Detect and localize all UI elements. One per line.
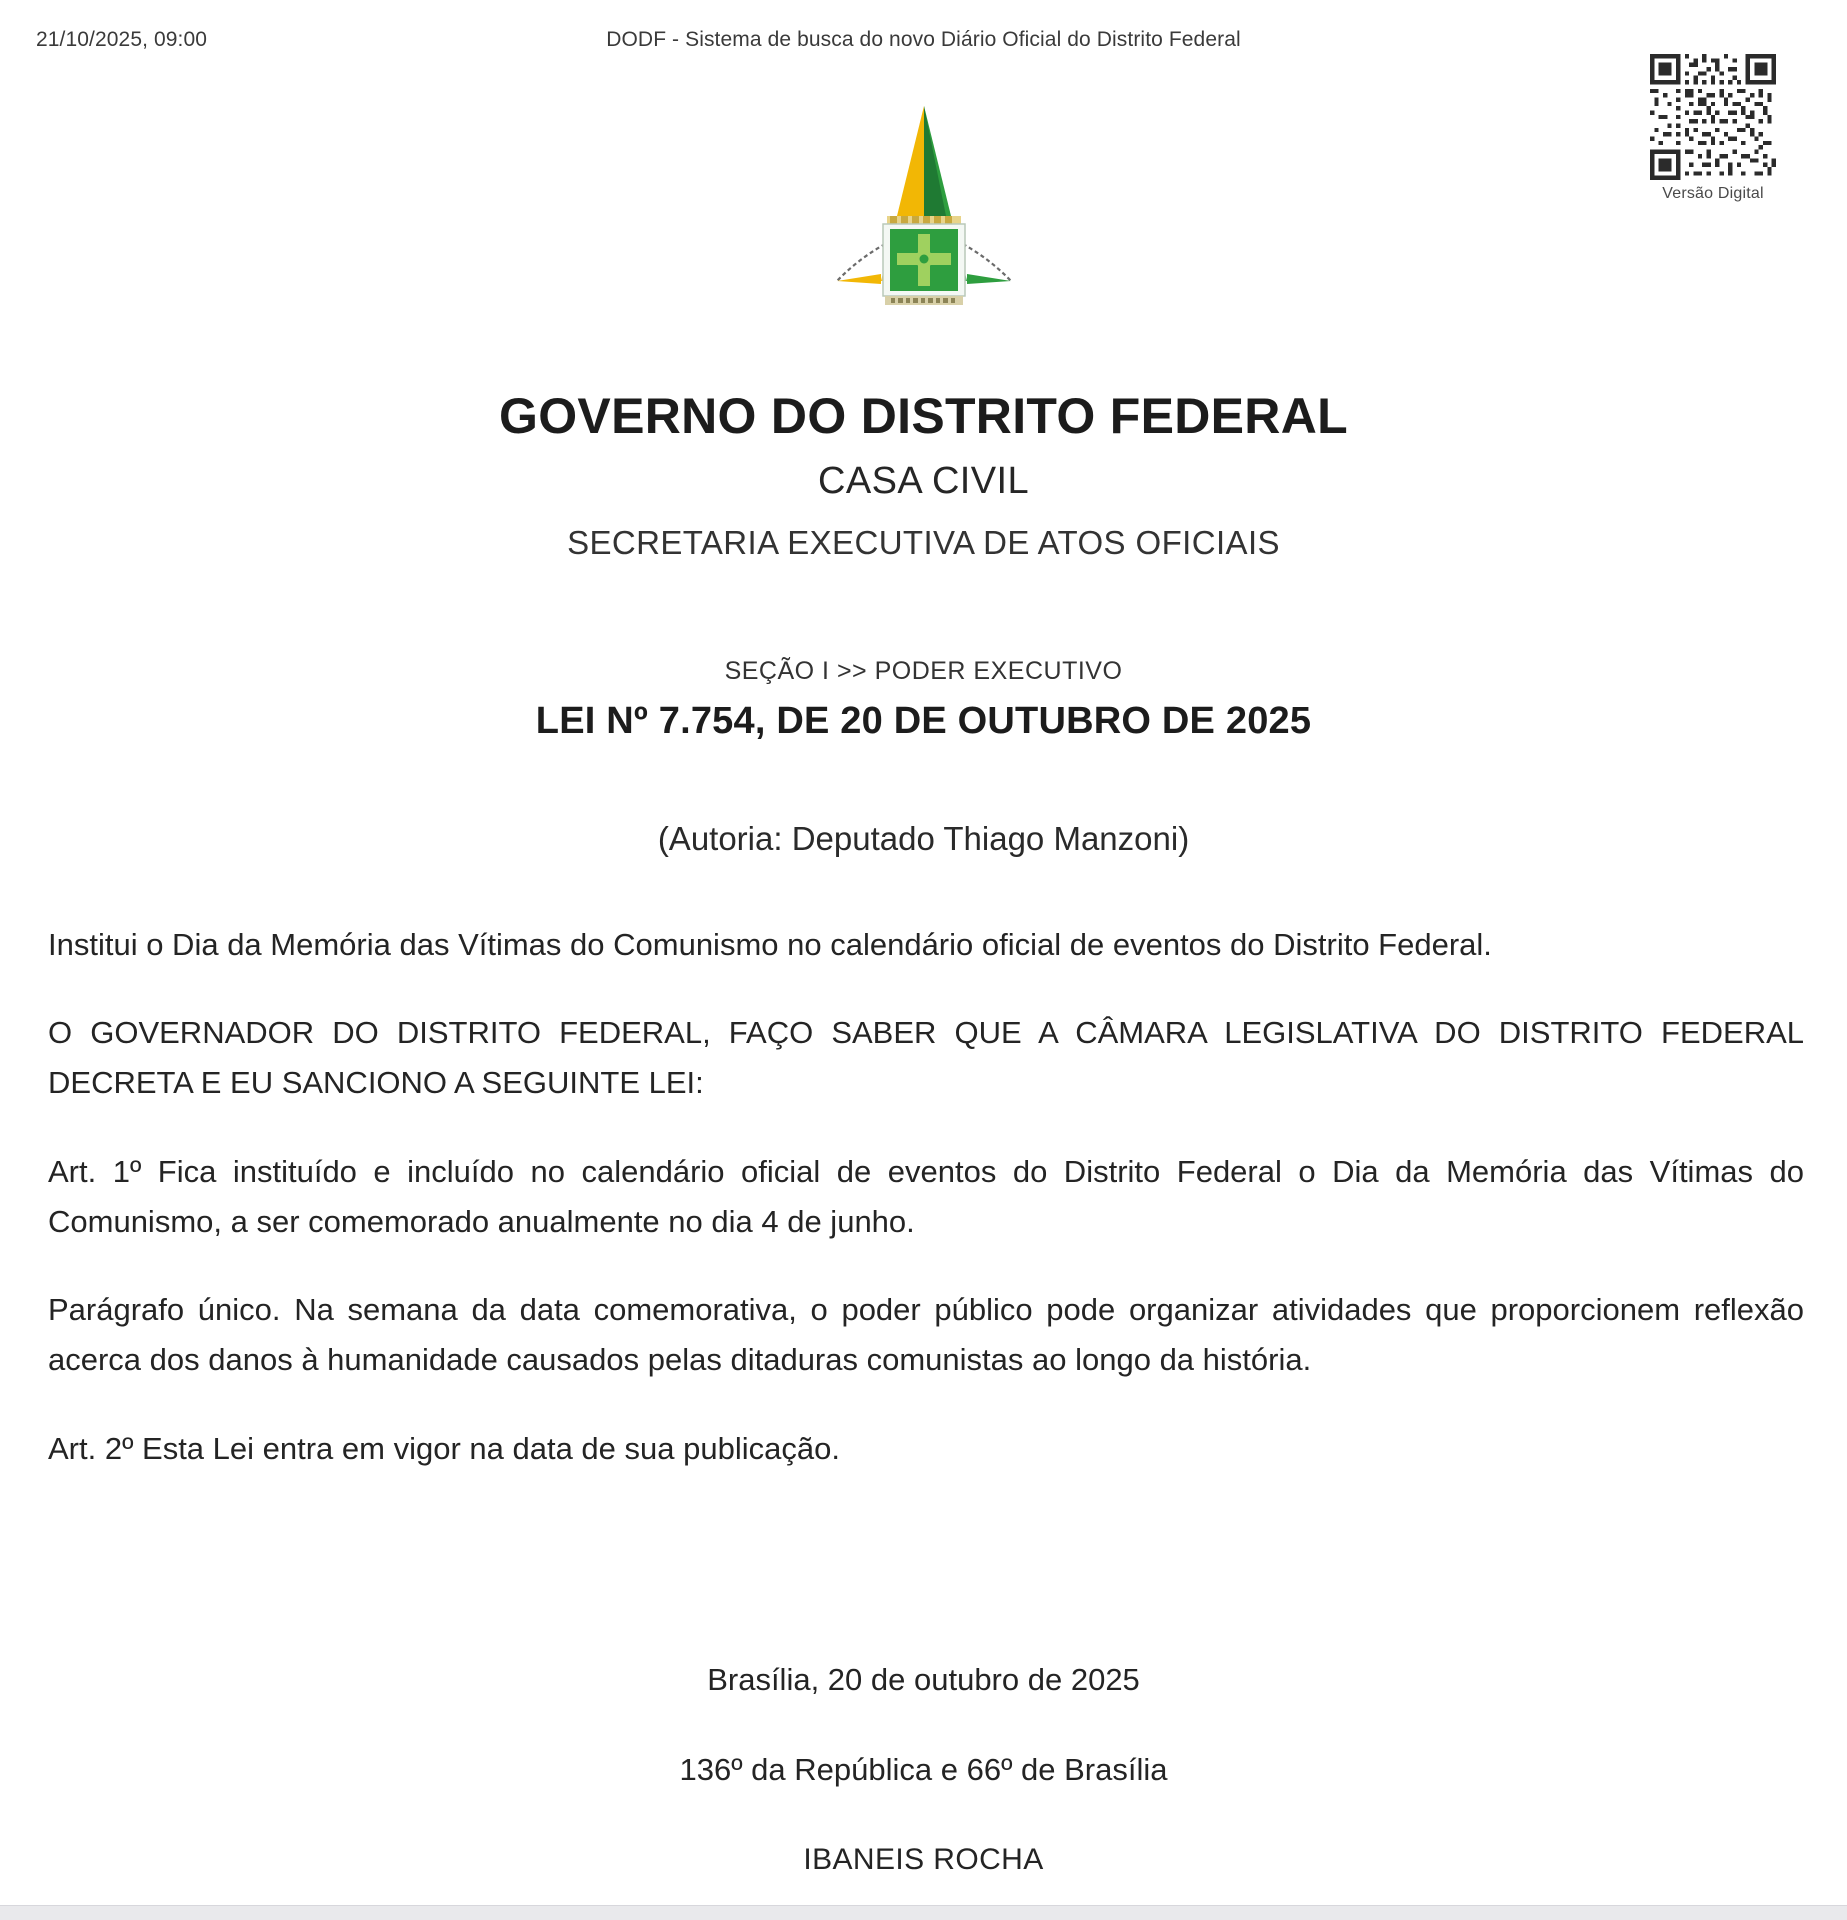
print-header (0, 28, 1847, 58)
print-header-title: DODF - Sistema de busca do novo Diário Oficial do Distrito Federal (606, 28, 1241, 51)
page-bottom-rule (0, 1905, 1847, 1920)
document-body (48, 920, 1804, 1508)
paragraph-article-1: Art. 1º Fica instituído e incluído no calendário oficial de eventos do Distrito Federal o Dia da Memória das Vítimas do Comunismo, a ser comemorado anualmente no dia 4 de junho. (48, 1153, 1804, 1239)
qr-caption: Versão Digital (1662, 185, 1764, 202)
law-title: LEI Nº 7.754, DE 20 DE OUTUBRO DE 2025 (535, 700, 1312, 742)
paragraph-preamble: O GOVERNADOR DO DISTRITO FEDERAL, FAÇO SABER QUE A CÂMARA LEGISLATIVA DO DISTRITO FEDERAL DECRETA E EU SANCIONO A SEGUINTE LEI: (48, 1015, 1804, 1101)
closing-city-date: Brasília, 20 de outubro de 2025 (707, 1662, 1140, 1697)
organ-title: CASA CIVIL (818, 460, 1029, 502)
emblem-container (0, 98, 1847, 318)
signatory-name: IBANEIS ROCHA (803, 1843, 1044, 1876)
section-label: SEÇÃO I >> PODER EXECUTIVO (724, 657, 1123, 685)
heading-block (0, 388, 1847, 562)
brasao-distrito-federal-icon (819, 98, 1029, 313)
print-header-date: 21/10/2025, 09:00 (36, 28, 208, 51)
paragraph-unique: Parágrafo único. Na semana da data comemorativa, o poder público pode organizar atividades que proporcionem reflexão acerca dos danos à humanidade causados pelas ditaduras comunistas ao longo da história. (48, 1292, 1804, 1378)
authorship-line: (Autoria: Deputado Thiago Manzoni) (657, 820, 1190, 857)
paragraph-article-2: Art. 2º Esta Lei entra em vigor na data de sua publicação. (48, 1430, 840, 1466)
paragraph-summary: Institui o Dia da Memória das Vítimas do Comunismo no calendário oficial de eventos do Distrito Federal. (48, 927, 1492, 962)
closing-republic-line: 136º da República e 66º de Brasília (679, 1752, 1168, 1787)
secretariat-title: SECRETARIA EXECUTIVA DE ATOS OFICIAIS (567, 523, 1280, 561)
government-title: GOVERNO DO DISTRITO FEDERAL (499, 388, 1348, 444)
